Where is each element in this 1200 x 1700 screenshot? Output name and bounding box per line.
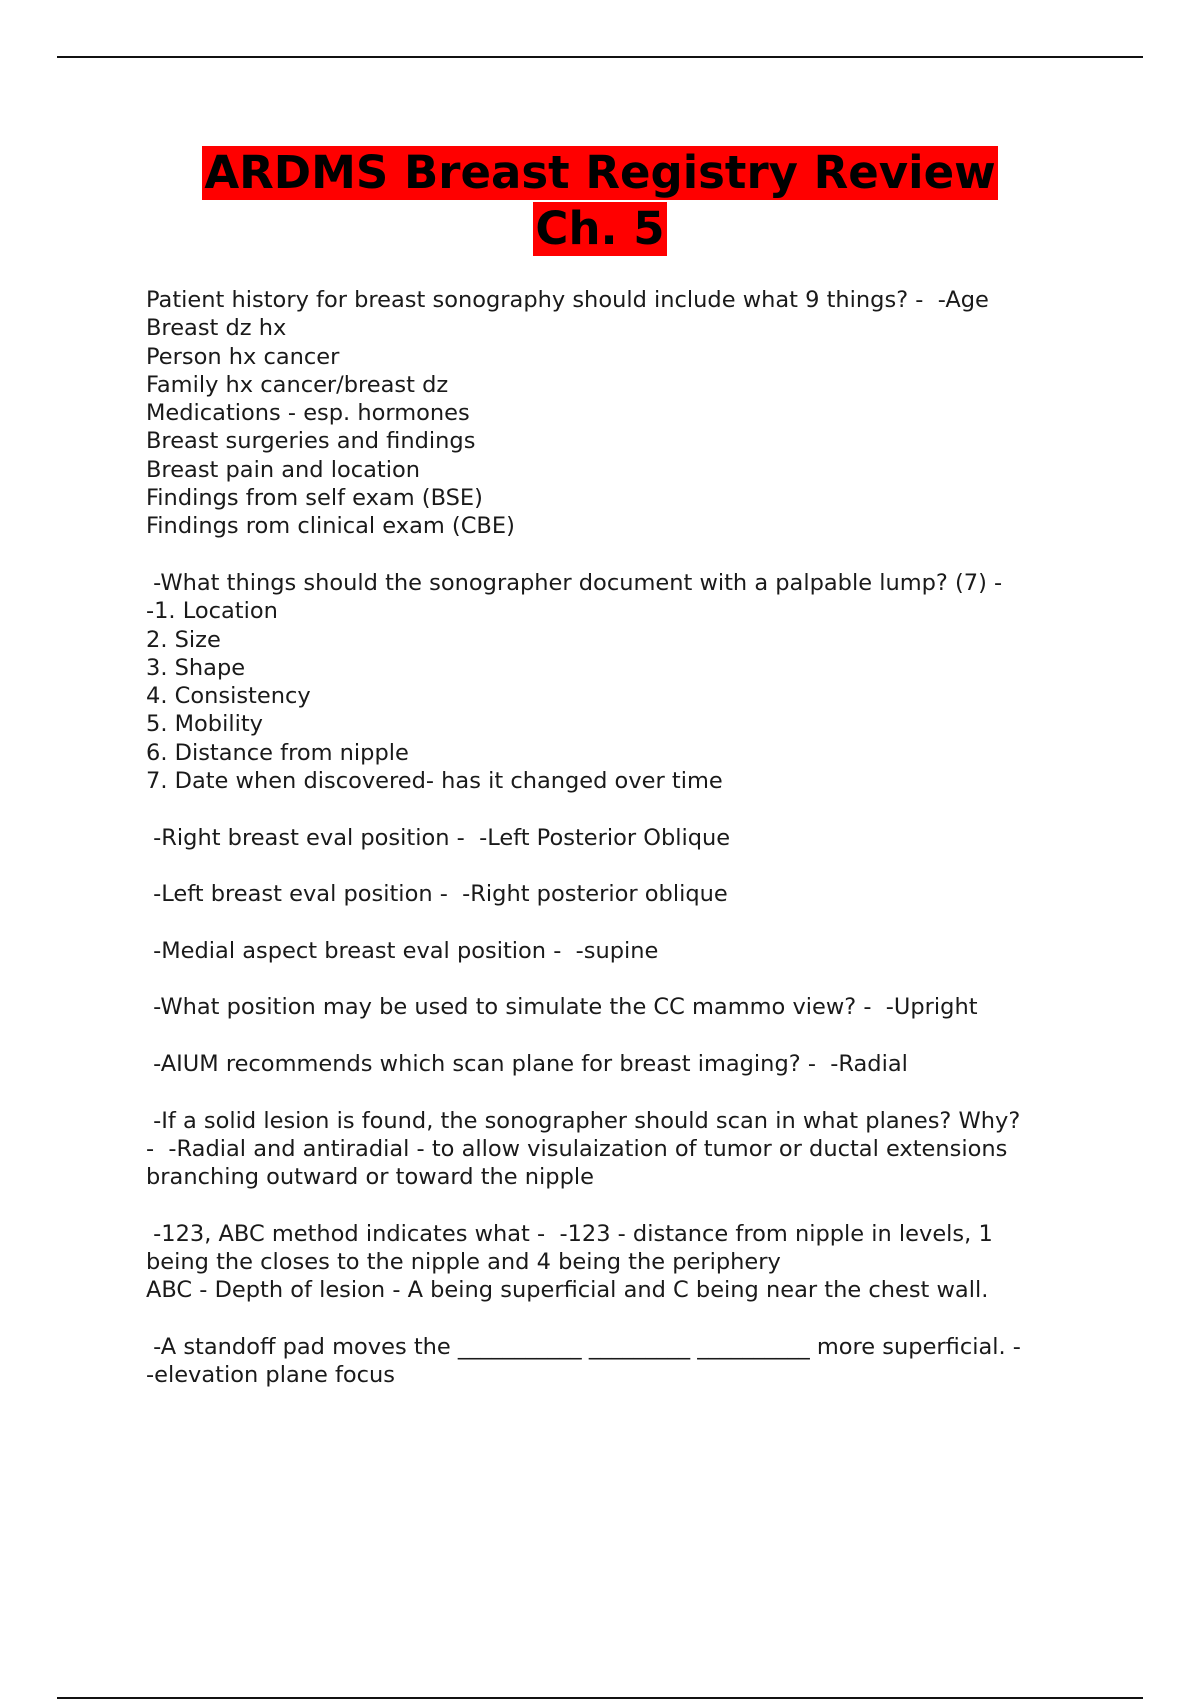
text-line: -What things should the sonographer document with a palpable lump? (7) -	[146, 569, 1003, 596]
document-title	[100, 146, 1100, 256]
title-line-2: Ch. 5	[535, 202, 665, 255]
paragraph-gap	[146, 1078, 1096, 1106]
qa-block	[146, 1050, 1096, 1078]
qa-block	[146, 1107, 1096, 1192]
paragraph-gap	[146, 965, 1096, 993]
paragraph-gap	[146, 541, 1096, 569]
text-line: Person hx cancer	[146, 343, 340, 370]
text-line: Breast dz hx	[146, 315, 287, 342]
text-line: Patient history for breast sonography should include what 9 things? - -Age	[146, 287, 989, 313]
text-line: -elevation plane focus	[146, 1362, 396, 1389]
document-body	[146, 286, 1096, 1390]
text-line: -If a solid lesion is found, the sonographer should scan in what planes? Why?	[146, 1107, 1021, 1134]
text-line: -AIUM recommends which scan plane for breast imaging? - -Radial	[146, 1051, 908, 1078]
text-line: Findings rom clinical exam (CBE)	[146, 513, 515, 540]
text-line: 5. Mobility	[146, 711, 263, 738]
bottom-rule	[57, 1697, 1143, 1699]
qa-block	[146, 286, 1096, 541]
qa-block	[146, 569, 1096, 795]
text-line: 3. Shape	[146, 654, 246, 681]
qa-block	[146, 993, 1096, 1021]
text-line: Findings from self exam (BSE)	[146, 485, 483, 512]
text-line: Medications - esp. hormones	[146, 400, 470, 427]
text-line: -123, ABC method indicates what - -123 - distance from nipple in levels, 1	[146, 1220, 993, 1247]
paragraph-gap	[146, 1022, 1096, 1050]
qa-block	[146, 1333, 1096, 1390]
paragraph-gap	[146, 852, 1096, 880]
paragraph-gap	[146, 909, 1096, 937]
text-line: 4. Consistency	[146, 683, 311, 710]
title-line-1: ARDMS Breast Registry Review	[204, 146, 996, 199]
text-line: -A standoff pad moves the ___________ _________ __________ more superficial. -	[146, 1333, 1021, 1360]
text-line: 6. Distance from nipple	[146, 739, 409, 766]
text-line: Breast surgeries and findings	[146, 428, 476, 455]
qa-block	[146, 1220, 1096, 1305]
paragraph-gap	[146, 1192, 1096, 1220]
text-line: -Right breast eval position - -Left Posterior Oblique	[146, 824, 731, 851]
text-line: 2. Size	[146, 626, 221, 653]
text-line: branching outward or toward the nipple	[146, 1164, 594, 1191]
text-line: -1. Location	[146, 598, 278, 625]
text-line: -Left breast eval position - -Right posterior oblique	[146, 881, 728, 908]
paragraph-gap	[146, 1305, 1096, 1333]
text-line: ABC - Depth of lesion - A being superficial and C being near the chest wall.	[146, 1277, 989, 1304]
text-line: -What position may be used to simulate the CC mammo view? - -Upright	[146, 994, 978, 1021]
text-line: -Medial aspect breast eval position - -supine	[146, 937, 659, 964]
text-line: 7. Date when discovered- has it changed over time	[146, 768, 723, 795]
text-line: - -Radial and antiradial - to allow visulaization of tumor or ductal extensions	[146, 1135, 1008, 1162]
qa-block	[146, 937, 1096, 965]
text-line: Breast pain and location	[146, 456, 421, 483]
text-line: Family hx cancer/breast dz	[146, 371, 449, 398]
qa-block	[146, 880, 1096, 908]
text-line: being the closes to the nipple and 4 being the periphery	[146, 1249, 781, 1276]
top-rule	[57, 56, 1143, 58]
paragraph-gap	[146, 795, 1096, 823]
qa-block	[146, 824, 1096, 852]
